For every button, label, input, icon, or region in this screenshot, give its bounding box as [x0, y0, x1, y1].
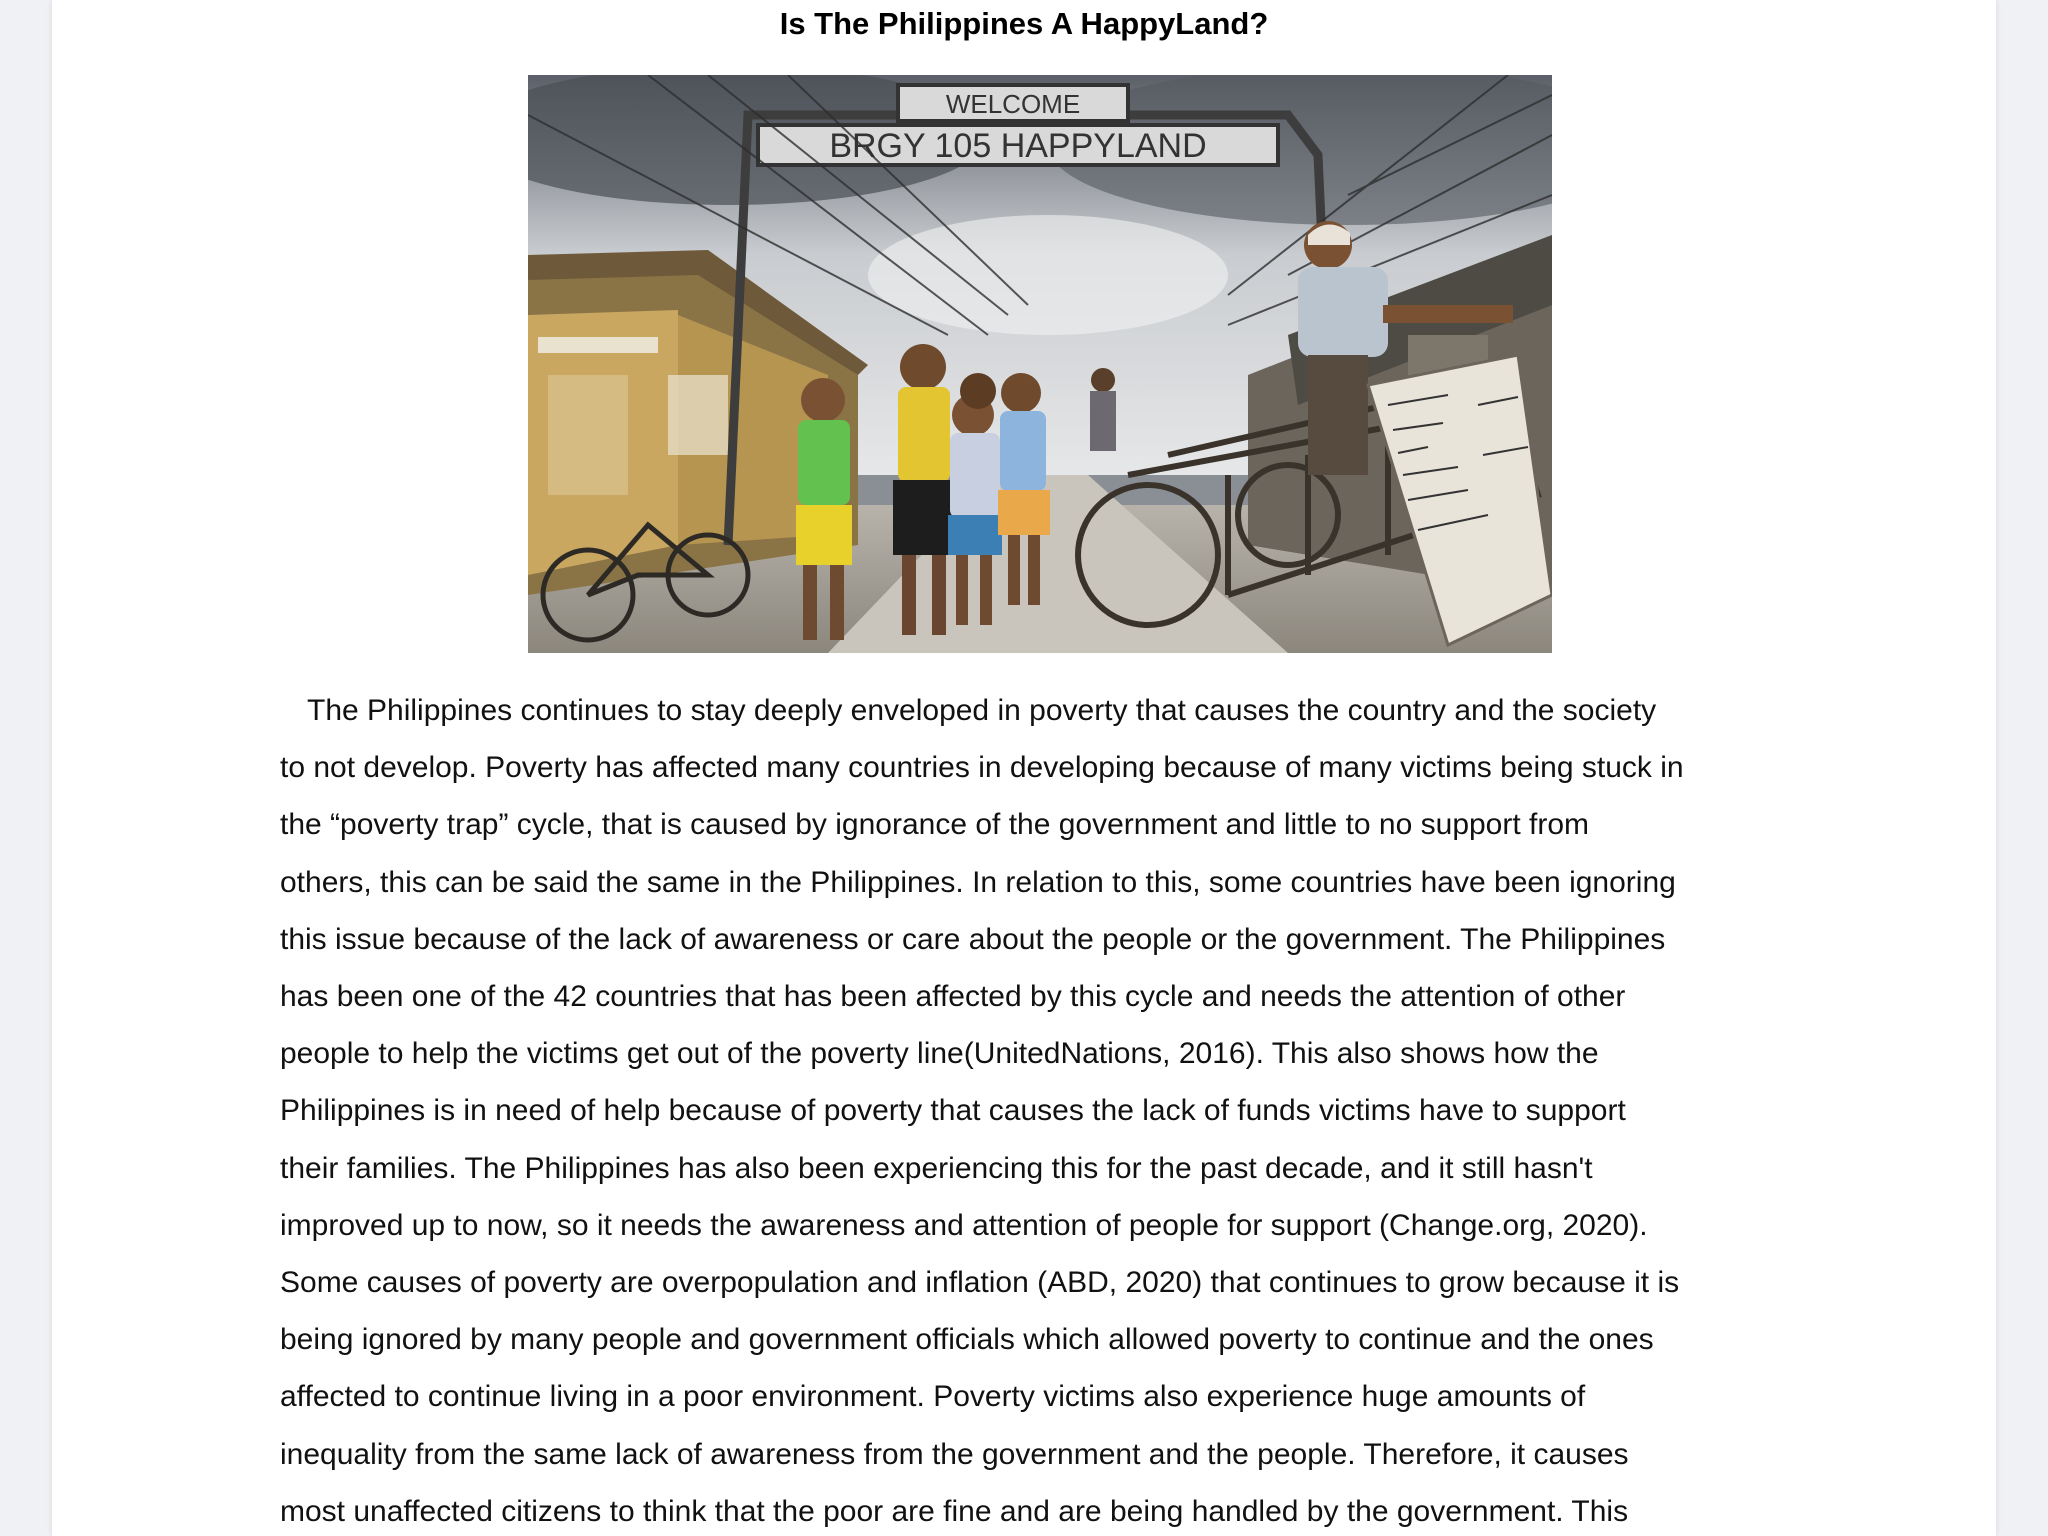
- paragraph-line: their families. The Philippines has also been experiencing this for the past decade, and it still hasn't: [280, 1151, 1593, 1185]
- document-photo: [528, 75, 1552, 653]
- paragraph-line: others, this can be said the same in the Philippines. In relation to this, some countries have been ignoring: [280, 865, 1676, 899]
- arch-sign-top-text: WELCOME: [945, 89, 1081, 119]
- document-page: [52, 0, 1996, 1536]
- paragraph-line: this issue because of the lack of awareness or care about the people or the government. The Philippines: [280, 922, 1666, 956]
- paragraph-line: people to help the victims get out of the poverty line(UnitedNations, 2016). This also shows how the: [280, 1037, 1599, 1071]
- paragraph-line: improved up to now, so it needs the awareness and attention of people for support (Change.org, 2020).: [280, 1208, 1648, 1242]
- paragraph-line: has been one of the 42 countries that has been affected by this cycle and needs the attention of other: [280, 980, 1626, 1014]
- paragraph-line: the “poverty trap” cycle, that is caused by ignorance of the government and little to no support from: [280, 808, 1590, 842]
- paragraph-line: affected to continue living in a poor environment. Poverty victims also experience huge amounts of: [280, 1380, 1586, 1414]
- paragraph-line: Philippines is in need of help because of poverty that causes the lack of funds victims have to support: [280, 1094, 1626, 1128]
- body-paragraph: [280, 682, 1840, 1536]
- paragraph-line: inequality from the same lack of awareness from the government and the people. Therefore, it causes: [280, 1437, 1629, 1471]
- paragraph-line: being ignored by many people and government officials which allowed poverty to continue and the ones: [280, 1323, 1654, 1357]
- paragraph-line: The Philippines continues to stay deeply enveloped in poverty that causes the country and the society: [307, 694, 1657, 727]
- paragraph-line: most unaffected citizens to think that the poor are fine and are being handled by the government. This: [280, 1494, 1629, 1528]
- arch-sign-main-text: BRGY 105 HAPPYLAND: [829, 127, 1207, 165]
- paragraph-line: Some causes of poverty are overpopulation and inflation (ABD, 2020) that continues to grow because it is: [280, 1266, 1680, 1300]
- paragraph-line: to not develop. Poverty has affected many countries in developing because of many victims being stuck in: [280, 751, 1684, 785]
- page-title: Is The Philippines A HappyLand?: [779, 6, 1269, 41]
